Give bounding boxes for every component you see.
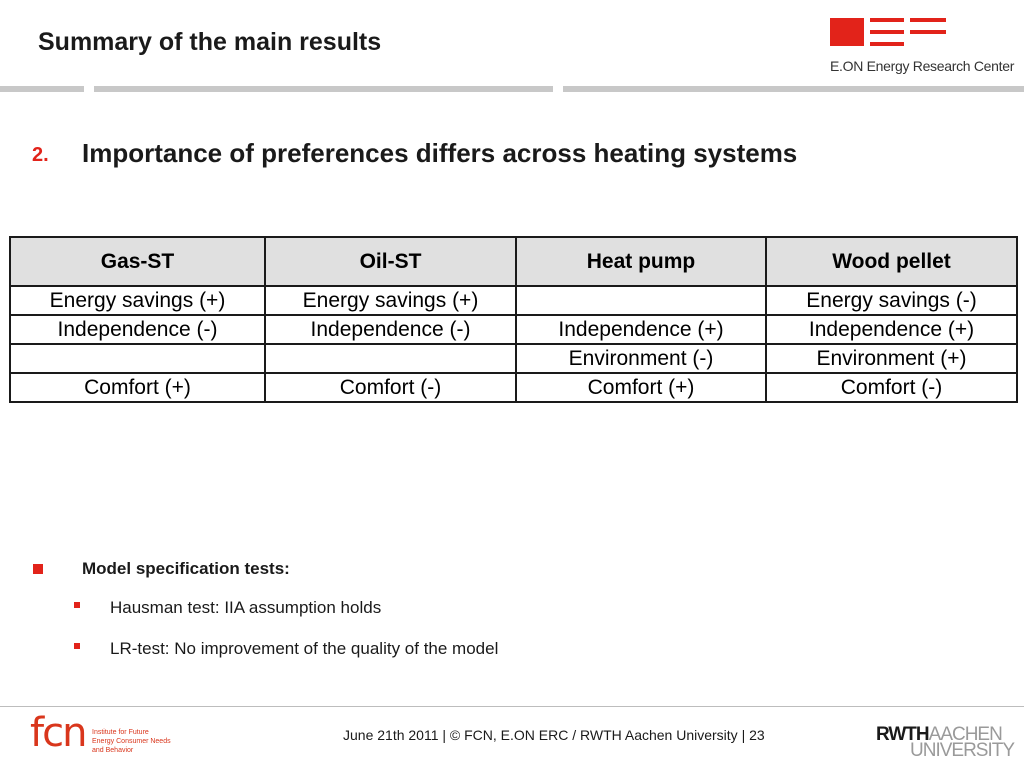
table-cell: Independence (+) xyxy=(516,315,766,344)
table-cell xyxy=(10,344,265,373)
column-header-wood-pellet: Wood pellet xyxy=(766,237,1017,286)
sub-bullet-text: Hausman test: IIA assumption holds xyxy=(110,598,382,617)
table-cell: Environment (-) xyxy=(516,344,766,373)
table-row xyxy=(10,315,1017,344)
table-cell: Independence (-) xyxy=(265,315,516,344)
rwth-logo xyxy=(876,724,1015,761)
slide-title: Summary of the main results xyxy=(38,28,382,56)
table-header-row xyxy=(10,237,1017,286)
table-cell: Energy savings (+) xyxy=(10,286,265,315)
eon-logo-text: E.ON Energy Research Center xyxy=(830,58,1015,74)
table-cell: Comfort (+) xyxy=(516,373,766,402)
table-row xyxy=(10,286,1017,315)
rwth-logo-light: AACHEN xyxy=(928,724,1002,745)
section-number: 2. xyxy=(32,144,49,166)
fcn-logo xyxy=(30,710,180,756)
header-divider-middle xyxy=(94,86,553,92)
column-header-gas-st: Gas-ST xyxy=(10,237,265,286)
sub-bullet-square-icon xyxy=(74,643,80,649)
fcn-logo-tagline: Institute for Future Energy Consumer Needs and Behavior xyxy=(92,729,171,754)
table-cell: Environment (+) xyxy=(766,344,1017,373)
table-cell: Comfort (-) xyxy=(265,373,516,402)
table-cell: Independence (+) xyxy=(766,315,1017,344)
header-divider-left xyxy=(0,86,84,92)
eon-logo xyxy=(830,16,1015,76)
eon-mark-icon xyxy=(830,16,950,48)
table-cell xyxy=(516,286,766,315)
table-cell: Independence (-) xyxy=(10,315,265,344)
sub-bullet-square-icon xyxy=(74,602,80,608)
table-cell: Comfort (-) xyxy=(766,373,1017,402)
sub-bullet-text: LR-test: No improvement of the quality of the model xyxy=(110,639,499,658)
bullet-main-text: Model specification tests: xyxy=(82,559,290,578)
table-cell: Comfort (+) xyxy=(10,373,265,402)
footer-text: June 21th 2011 | © FCN, E.ON ERC / RWTH Aachen University | 23 xyxy=(343,727,765,743)
header-divider-right xyxy=(563,86,1024,92)
column-header-heat-pump: Heat pump xyxy=(516,237,766,286)
table-cell xyxy=(265,344,516,373)
column-header-oil-st: Oil-ST xyxy=(265,237,516,286)
section-heading-text: Importance of preferences differs across heating systems xyxy=(82,138,798,168)
table-row xyxy=(10,373,1017,402)
table-cell: Energy savings (+) xyxy=(265,286,516,315)
rwth-logo-bold: RWTH xyxy=(876,724,929,745)
results-table xyxy=(9,236,1018,403)
table-cell: Energy savings (-) xyxy=(766,286,1017,315)
rwth-logo-line2: UNIVERSITY xyxy=(910,740,1015,761)
bullet-square-icon xyxy=(33,564,43,574)
footer-divider xyxy=(0,706,1024,707)
fcn-logo-letters: fcn xyxy=(30,710,86,756)
table-row xyxy=(10,344,1017,373)
